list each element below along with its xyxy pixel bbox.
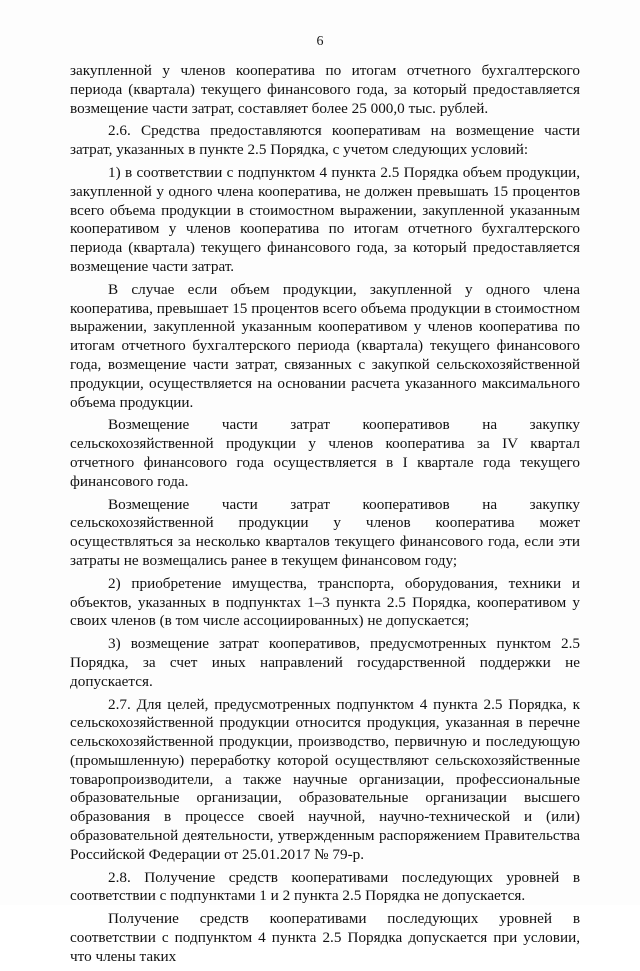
paragraph: 2.6. Средства предоставляются кооперативам на возмещение части затрат, указанных в пункте 2.5 Порядка, с учетом следующих условий:: [70, 122, 580, 159]
page-number: 6: [316, 34, 324, 49]
paragraph: Возмещение части затрат кооперативов на закупку сельскохозяйственной продукции у членов кооператива за IV квартал отчетного финансового года осуществляется в I квартале года текущего финансового года.: [70, 416, 580, 490]
paragraph: Получение средств кооперативами последующих уровней в соответствии с подпунктом 4 пункта 2.5 Порядка допускается при условии, что члены таких: [70, 910, 580, 965]
paragraph: закупленной у членов кооператива по итогам отчетного бухгалтерского периода (квартала) текущего финансового года, за который предоставляется возмещение части затрат, составляет более 25 000,0 тыс. рублей.: [70, 62, 580, 117]
document-body: [70, 62, 580, 971]
paragraph: 3) возмещение затрат кооперативов, предусмотренных пунктом 2.5 Порядка, за счет иных направлений государственной поддержки не допускается.: [70, 635, 580, 690]
paragraph: В случае если объем продукции, закупленной у одного члена кооператива, превышает 15 процентов всего объема продукции в стоимостном выражении, закупленной указанным кооперативом у членов кооператива по итогам отчетного бухгалтерского периода (квартала) текущего финансового года, возмещение части затрат, связанных с закупкой сельскохозяйственной продукции, осуществляется на основании расчета указанного максимального объема продукции.: [70, 280, 580, 411]
paragraph: 2.7. Для целей, предусмотренных подпунктом 4 пункта 2.5 Порядка, к сельскохозяйственной продукции относится продукция, указанная в перечне сельскохозяйственной продукции, производство, первичную и последующую (промышленную) переработку которой осуществляют сельскохозяйственные товаропроизводители, а также научные организации, профессиональные образовательные организации, образовательные организации высшего образования в процессе своей научной, научно-технической и (или) образовательной деятельности, утвержденным распоряжением Правительства Российской Федерации от 25.01.2017 № 79-р.: [70, 695, 580, 863]
paragraph: 2.8. Получение средств кооперативами последующих уровней в соответствии с подпунктами 1 и 2 пункта 2.5 Порядка не допускается.: [70, 868, 580, 905]
paragraph: Возмещение части затрат кооперативов на закупку сельскохозяйственной продукции у членов кооператива может осуществляться за несколько кварталов текущего финансового года, если эти затраты не возмещались ранее в текущем финансовом году;: [70, 495, 580, 569]
paragraph: 1) в соответствии с подпунктом 4 пункта 2.5 Порядка объем продукции, закупленной у одного члена кооператива, не должен превышать 15 процентов всего объема продукции в стоимостном выражении, закупленной указанным кооперативом у членов кооператива по итогам отчетного бухгалтерского периода (квартала) текущего финансового года, за который предоставляется возмещение части затрат.: [70, 163, 580, 275]
paragraph: 2) приобретение имущества, транспорта, оборудования, техники и объектов, указанных в подпунктах 1–3 пункта 2.5 Порядка, кооперативом у своих членов (в том числе ассоциированных) не допускается;: [70, 574, 580, 630]
